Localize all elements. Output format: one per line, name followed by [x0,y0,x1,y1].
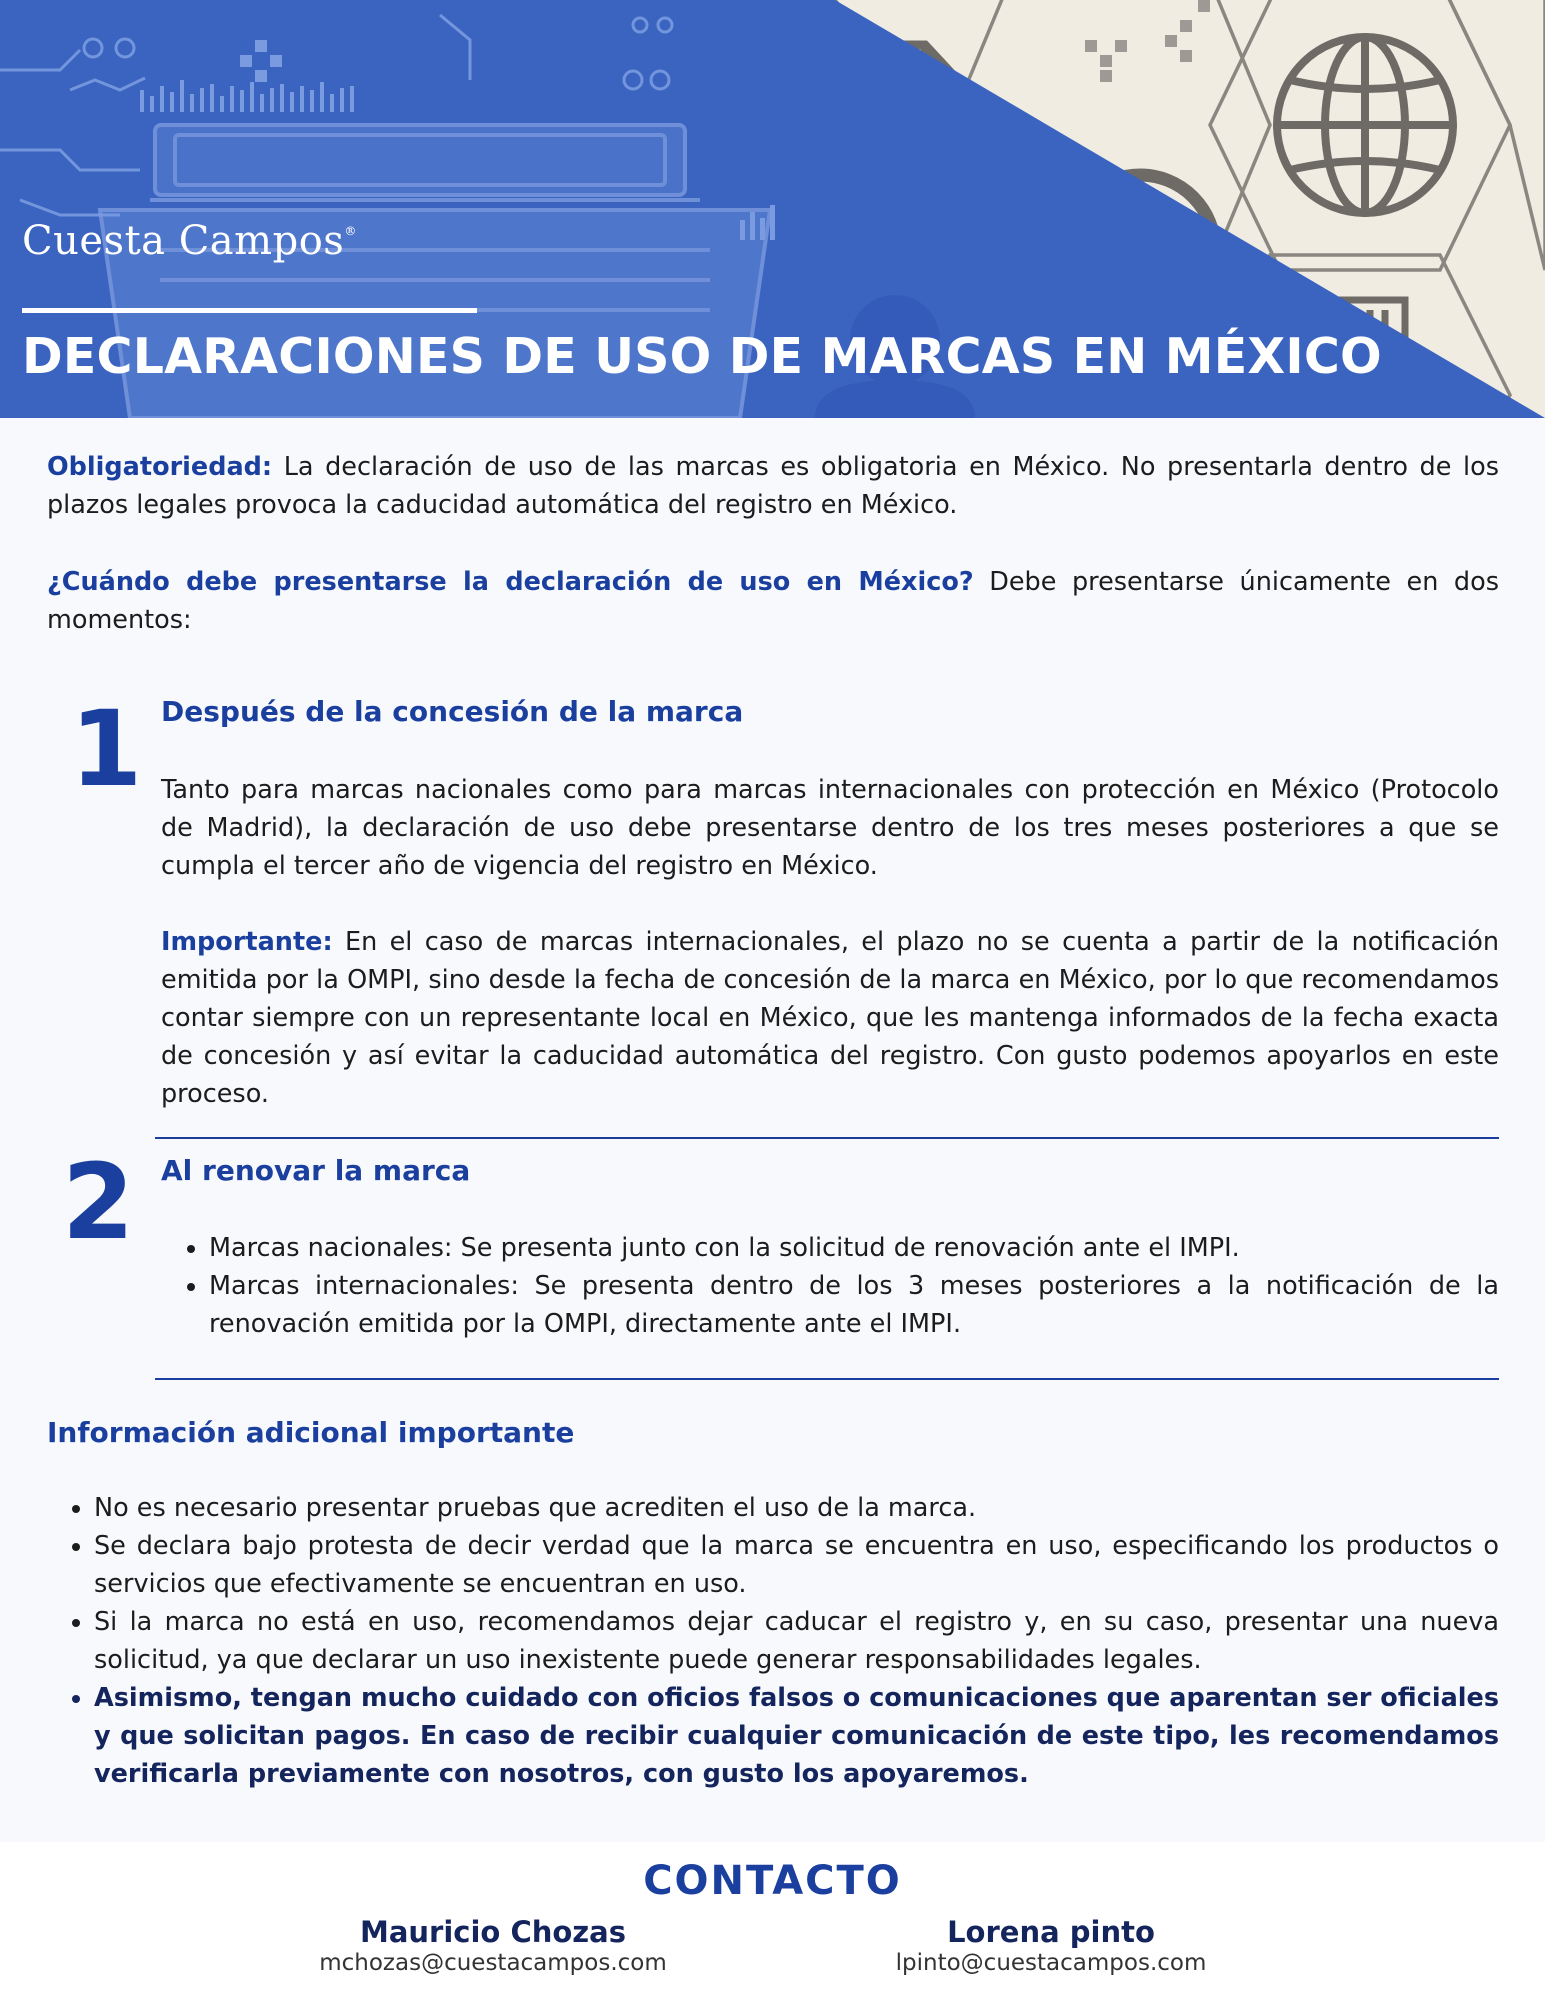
intro-cuando-label: ¿Cuándo debe presentarse la declaración de uso en México? [47,567,974,597]
note-text: En el caso de marcas internacionales, el plazo no se cuenta a partir de la notificación emitida por la OMPI, sino desde la fecha de concesión de la marca en México, por lo que recomendamos contar siempre con un representante local en México, que les mantenga informados de la fecha exacta de concesión y así evitar la caducidad automática del registro. Con gusto podemos apoyarlos en este proceso. [161,927,1499,1109]
section-divider [155,1137,1499,1139]
page-title: DECLARACIONES DE USO DE MARCAS EN MÉXICO [22,328,1382,385]
contact-name-1: Mauricio Chozas [359,1915,627,1949]
additional-heading: Información adicional importante [47,1416,575,1449]
intro-cuando-text: Debe presentarse únicamente en dos momentos: [47,567,1499,635]
section-heading-2: Al renovar la marca [161,1154,471,1187]
intro-obligatoriedad [47,448,1499,524]
intro-obligatoriedad-label: Obligatoriedad: [47,452,273,482]
header-banner [0,0,1545,418]
header-rule [22,308,477,313]
contact-title: CONTACTO [643,1858,902,1904]
list-item-warning: • Asimismo, tengan mucho cuidado con oficios falsos o comunicaciones que aparentan ser oficiales y que solicitan pagos. En caso de recibir cualquier comunicación de este tipo, les recomendamos verificarla previamente con nosotros, con gusto los apoyaremos. [94,1679,1499,1793]
section-number-2: 2 [62,1141,135,1263]
brand-registered-mark: ® [344,224,357,238]
list-item: • Marcas internacionales: Se presenta dentro de los 3 meses posteriores a la notificación de la renovación emitida por la OMPI, directamente ante el IMPI. [209,1267,1499,1343]
list-item: • Se declara bajo protesta de decir verdad que la marca se encuentra en uso, especificando los productos o servicios que efectivamente se encuentran en uso. [94,1527,1499,1603]
section-body-1: Tanto para marcas nacionales como para marcas internacionales con protección en México (Protocolo de Madrid), la declaración de uso debe presentarse dentro de los tres meses posteriores a que se cumpla el tercer año de vigencia del registro en México. [161,775,1499,881]
section-2-list [163,1229,1499,1343]
additional-list [48,1489,1499,1793]
intro-cuando [47,563,1499,639]
list-item: • Si la marca no está en uso, recomendamos dejar caducar el registro y, en su caso, presentar una nueva solicitud, ya que declarar un uso inexistente puede generar responsabilidades legales. [94,1603,1499,1679]
section-number-1: 1 [70,688,143,810]
brand-name: Cuesta Campos [22,218,345,264]
contact-name-2: Lorena pinto [947,1915,1155,1949]
section-heading-1: Después de la concesión de la marca [161,695,744,728]
contact-email-1[interactable]: mchozas@cuestacampos.com [319,1950,667,1976]
section-note-1 [161,923,1499,1113]
note-label: Importante: [161,927,333,957]
section-divider [155,1378,1499,1380]
globe-icon [1277,37,1453,213]
brand-logo [22,218,357,264]
list-item: • Marcas nacionales: Se presenta junto con la solicitud de renovación ante el IMPI. [209,1229,1499,1267]
contact-email-2[interactable]: lpinto@cuestacampos.com [895,1950,1207,1976]
intro-obligatoriedad-text: La declaración de uso de las marcas es obligatoria en México. No presentarla dentro de los plazos legales provoca la caducidad automática del registro en México. [47,452,1499,520]
list-item: • No es necesario presentar pruebas que acrediten el uso de la marca. [94,1489,1499,1527]
